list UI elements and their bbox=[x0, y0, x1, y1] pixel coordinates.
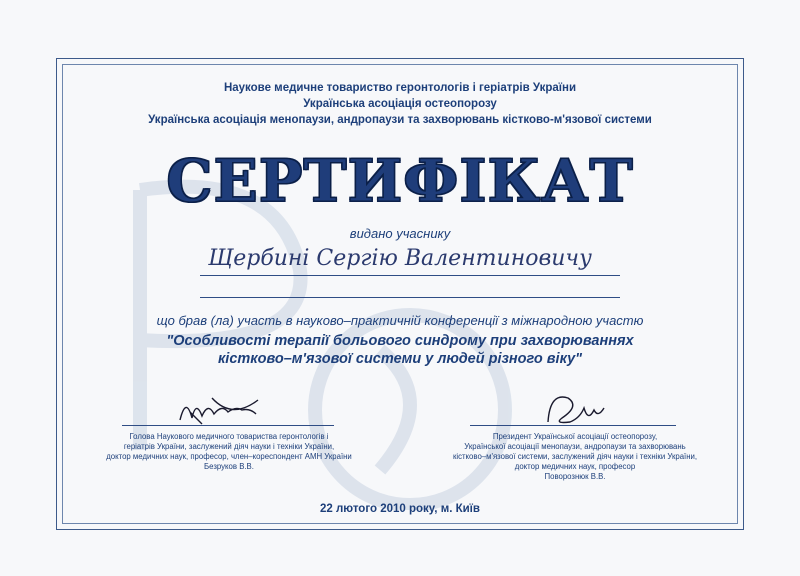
name-underline bbox=[200, 275, 620, 276]
conference-title-line-1: "Особливості терапії больового синдрому при захворюваннях bbox=[166, 333, 634, 349]
recipient-name: Щербині Сергію Валентиновичу bbox=[208, 246, 592, 271]
signatory-left-line-2: геріатрів України, заслужений діяч науки і техніки України, bbox=[123, 442, 335, 451]
org-line-3: Українська асоціація менопаузи, андропаузи та захворювань кістково-м'язової системи bbox=[148, 114, 652, 126]
conference-title bbox=[0, 332, 800, 368]
signatory-left-caption bbox=[100, 432, 358, 472]
signatory-right-line-4: доктор медичних наук, професор bbox=[514, 462, 636, 471]
signatory-right-caption bbox=[446, 432, 704, 482]
signature-left bbox=[172, 390, 262, 430]
issuing-organizations bbox=[0, 80, 800, 128]
signature-right bbox=[540, 388, 610, 430]
signatory-right-line-2: Української асоціації менопаузи, андропаузи та захворювань bbox=[464, 442, 686, 451]
org-line-1: Наукове медичне товариство геронтологів і геріатрів України bbox=[223, 82, 577, 94]
signatory-right-line-1: Президент Української асоціації остеопорозу, bbox=[492, 432, 658, 441]
blank-line bbox=[200, 297, 620, 298]
certificate-title: СЕРТИФІКАТ bbox=[166, 147, 634, 215]
signatory-right-line-3: кістково–м'язової системи, заслужений діяч науки і техніки України, bbox=[452, 452, 698, 461]
signatory-left-line-1: Голова Наукового медичного товариства геронтологів і bbox=[129, 432, 329, 441]
date-place: 22 лютого 2010 року, м. Київ bbox=[320, 503, 480, 515]
conference-title-line-2: кістково–м'язової системи у людей різного віку" bbox=[217, 351, 583, 367]
signatory-left-name: Безруков В.В. bbox=[204, 462, 254, 471]
signatory-right-name: Поворознюк В.В. bbox=[544, 472, 606, 481]
signature-line-right bbox=[470, 425, 676, 426]
org-line-2: Українська асоціація остеопорозу bbox=[303, 98, 497, 110]
signature-line-left bbox=[122, 425, 334, 426]
signatory-left-line-3: доктор медичних наук, професор, член–кореспондент АМН України bbox=[106, 452, 352, 461]
participation-text: що брав (ла) участь в науково–практичній конференції з міжнародною участю bbox=[156, 313, 644, 328]
issued-to-label: видано учаснику bbox=[349, 226, 451, 241]
